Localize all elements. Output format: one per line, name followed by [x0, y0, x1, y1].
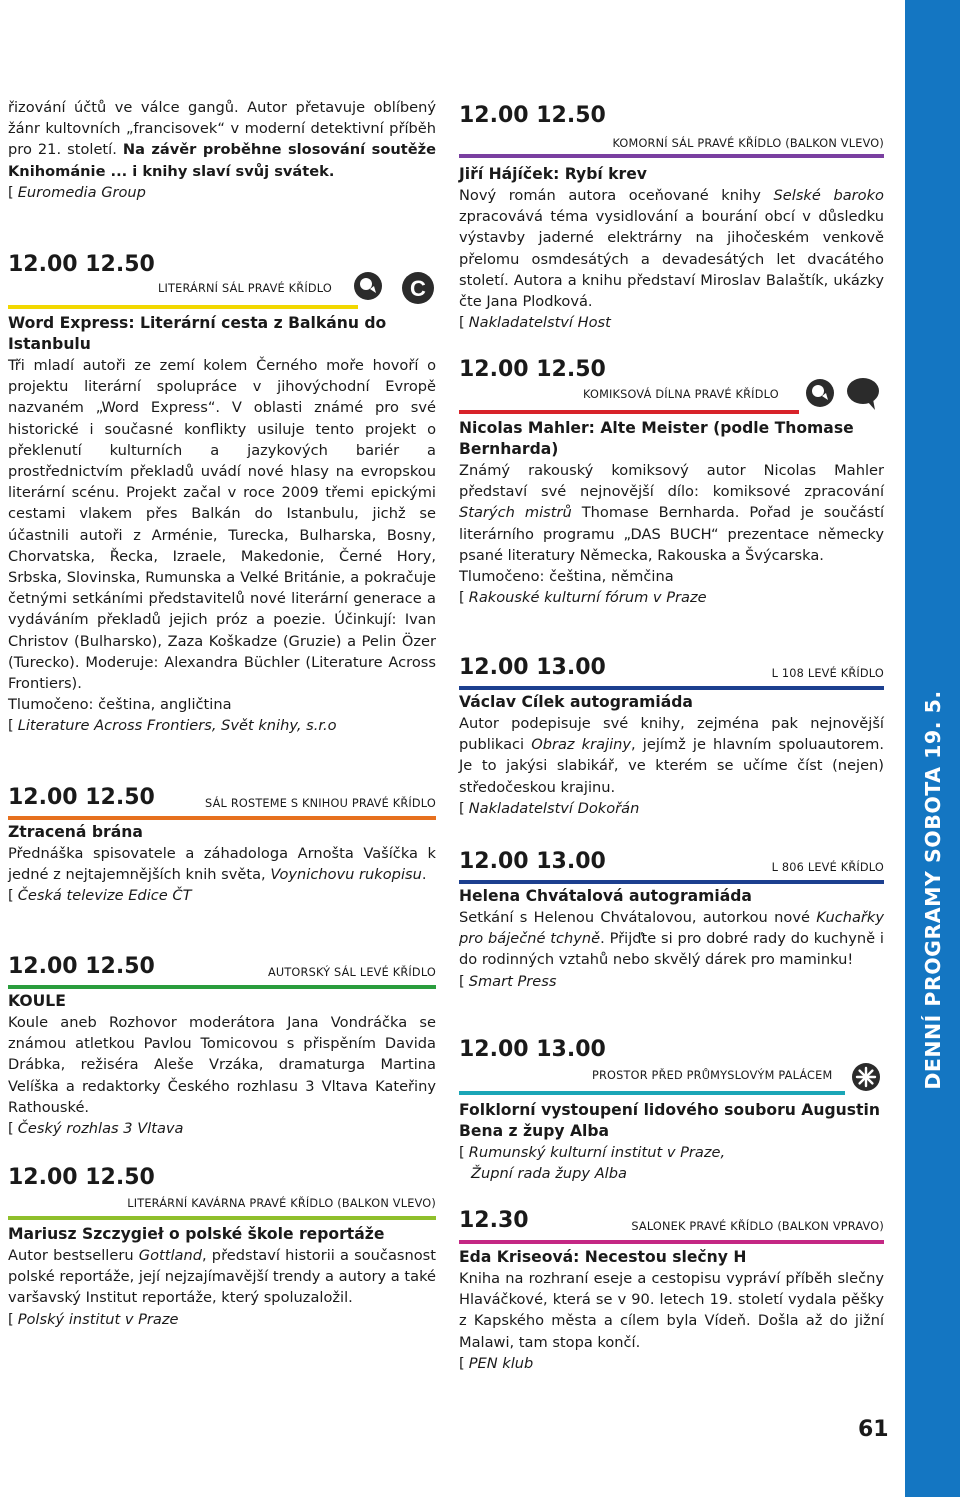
event-chvatalova: [459, 850, 884, 992]
event-source: [ Česká televize Edice ČT: [8, 887, 192, 905]
event-source: [ Polský institut v Praze: [8, 1310, 179, 1328]
event-extra: Tlumočeno: čeština, němčina: [459, 568, 674, 586]
event-description: Setkání s Helenou Chvátalovou, autorkou nové Kuchařky pro báječné tchyně. Přijďte si pro dobré rady do kuchyně i do rodinných vztahů nebo skvělý dárek pro maminku!: [459, 909, 884, 969]
section-rule: [459, 686, 884, 690]
event-venue: KOMIKSOVÁ DÍLNA PRAVÉ KŘÍDLO: [583, 388, 779, 401]
event-time: 12.00 13.00: [459, 1037, 606, 1062]
event-title: Helena Chvátalová autogramiáda: [459, 887, 752, 905]
section-rule: [8, 305, 358, 309]
event-source: [ Nakladatelství Dokořán: [459, 799, 640, 817]
event-description: Autor bestselleru Gottland, představí historii a současnost polské reportáže, její nejzajímavější trendy a autory a také varšavský Institut reportáže, který spoluzaložil.: [8, 1247, 436, 1307]
section-rule: [8, 816, 436, 820]
event-time: 12.30: [459, 1208, 529, 1233]
event-title: Eda Kriseová: Necestou slečny H: [459, 1248, 747, 1266]
event-time: 12.00 12.50: [8, 785, 155, 810]
sidebar-label: DENNÍ PROGRAMY SOBOTA 19. 5.: [920, 690, 945, 1090]
event-title: Word Express: Literární cesta z Balkánu do Istanbulu: [8, 314, 387, 353]
event-word-express: [8, 253, 436, 737]
event-description: Koule aneb Rozhovor moderátora Jana Vondráčka se známou atletkou Pavlou Tomicovou s přispěním Davida Drábka, režiséra Aleše Vrzáka, dramaturga Martina Velíška a redaktorky Českého rozhlasu 3 Vltava Kateřiny Rathouské.: [8, 1014, 436, 1116]
event-venue: PROSTOR PŘED PRŮMYSLOVÝM PALÁCEM: [592, 1069, 833, 1082]
event-title: Nicolas Mahler: Alte Meister (podle Thomase Bernharda): [459, 419, 854, 458]
event-szczygiel: [8, 1166, 436, 1330]
event-folklore: [459, 1038, 884, 1184]
event-source: [ Smart Press: [459, 972, 557, 990]
section-rule: [459, 1240, 884, 1244]
svg-text:C: C: [410, 276, 426, 301]
event-venue: SÁL ROSTEME S KNIHOU PRAVÉ KŘÍDLO: [205, 797, 436, 810]
event-title: Mariusz Szczygieł o polské škole reportáže: [8, 1225, 385, 1243]
event-venue: L 806 LEVÉ KŘÍDLO: [771, 861, 884, 874]
comic-bubble-icon: [845, 376, 881, 416]
event-venue: L 108 LEVÉ KŘÍDLO: [771, 667, 884, 680]
event-venue: KOMORNÍ SÁL PRAVÉ KŘÍDLO (BALKON VLEVO): [612, 137, 884, 150]
intro-block: [8, 97, 436, 203]
event-time: 12.00 13.00: [459, 655, 606, 680]
event-extra: Tlumočeno: čeština, angličtina: [8, 696, 232, 714]
section-rule: [459, 410, 799, 414]
speech-icon: [805, 378, 835, 412]
event-hajicek: [459, 104, 884, 333]
sidebar-band: [905, 0, 960, 1497]
event-time: 12.00 12.50: [8, 1165, 155, 1190]
event-time: 12.00 12.50: [8, 954, 155, 979]
section-rule: [459, 154, 884, 158]
event-title: Jiří Hájíček: Rybí krev: [459, 165, 647, 183]
event-koule: [8, 955, 436, 1139]
event-title: Ztracená brána: [8, 823, 143, 841]
intro-source: [ Euromedia Group: [8, 183, 146, 201]
event-venue: SALONEK PRAVÉ KŘÍDLO (BALKON VPRAVO): [631, 1220, 884, 1233]
event-source: [ Rumunský kulturní institut v Praze,: [459, 1144, 726, 1161]
intro-text: řizování účtů ve válce gangů. Autor přetavuje oblíbený žánr kultovních „francisovek“ v moderní detektivní příběh pro 21. století. Na závěr proběhne slosování soutěže Knihománie ... i knihy slaví svůj svátek.: [8, 99, 437, 180]
event-time: 12.00 12.50: [459, 357, 606, 382]
event-time: 12.00 12.50: [8, 252, 155, 277]
event-description: Přednáška spisovatele a záhadologa Arnošta Vašíčka k jedné z nejtajemnějších knih světa, Voynichovu rukopisu.: [8, 845, 436, 884]
speech-icon: [353, 271, 383, 305]
page-number: 61: [858, 1417, 889, 1442]
event-kriseova: [459, 1209, 884, 1374]
event-venue: AUTORSKÝ SÁL LEVÉ KŘÍDLO: [267, 966, 436, 979]
event-title: Václav Cílek autogramiáda: [459, 693, 693, 711]
event-mahler: [459, 358, 884, 608]
event-description: Nový román autora oceňované knihy Selské baroko zpracovává téma vysidlování a bourání obcí v důsledku výstavby jaderné elektrárny na jihočeském venkově přelomu osmdesátých a devadesátých let dvacátého století. Autora a knihu představí Miroslav Balaštík, ukázky čte Jana Plodková.: [459, 187, 884, 311]
event-time: 12.00 12.50: [459, 103, 606, 128]
event-title: KOULE: [8, 992, 66, 1010]
event-source: [ Nakladatelství Host: [459, 314, 611, 332]
letter-c-icon: [401, 271, 435, 309]
event-venue: LITERÁRNÍ KAVÁRNA PRAVÉ KŘÍDLO (BALKON VLEVO): [127, 1197, 436, 1210]
event-description: Autor podepisuje své knihy, zejména pak nejnovější publikaci Obraz krajiny, jejímž je hlavním spoluautorem. Je to jakýsi slabikář, ve kterém se učíme číst (nejen) středočeskou krajinu.: [459, 715, 884, 796]
event-venue: LITERÁRNÍ SÁL PRAVÉ KŘÍDLO: [158, 282, 332, 295]
event-source: [ Český rozhlas 3 Vltava: [8, 1120, 184, 1138]
event-title: Folklorní vystoupení lidového souboru Augustin Bena z župy Alba: [459, 1101, 880, 1140]
section-rule: [8, 985, 436, 989]
event-source-cont: Župní rada župy Alba: [471, 1165, 627, 1183]
event-description: Kniha na rozhraní eseje a cestopisu vypráví příběh slečny Hlaváčkové, která se v 90. letech 19. století vydala pěšky z Kapského města a cílem byla Vídeň. Došla až do jižní Malawi, tam stopa končí.: [459, 1270, 884, 1351]
event-time: 12.00 13.00: [459, 849, 606, 874]
event-source: [ Rakouské kulturní fórum v Praze: [459, 589, 707, 607]
event-cilek: [459, 656, 884, 819]
section-rule: [8, 1216, 436, 1220]
event-ztracena-brana: [8, 786, 436, 907]
event-source: [ Literature Across Frontiers, Svět knihy, s.r.o: [8, 717, 337, 735]
event-description: Tři mladí autoři ze zemí kolem Černého moře hovoří o projektu literární spolupráce v jihovýchodní Evropě nazvaném „Word Express“. V oblasti známé pro své historické i současné konflikty usiluje tento projekt o překlenutí kulturních a jazykových bariér a prostřednictvím překladů uvádí nové hlasy na evropskou literární scénu. Projekt začal v roce 2009 třemi epickými cestami vlakem přes Balkán do Istanbulu, jichž se účastnili autoři z Arménie, Turecka, Bulharska, Bosny, Chorvatska, Řecka, Izraele, Makedonie, Černé Hory, Srbska, Slovinska, Rumunska a Velké Británie, a pokračuje četnými setkáními představitelů nové literární generace a vydáváním překladů jejich próz a poezie. Účinkují: Ivan Christov (Bulharsko), Zaza Koškadze (Gruzie) a Pelin Özer (Turecko). Moderuje: Alexandra Büchler (Literature Across Frontiers).: [8, 357, 436, 693]
event-description: Známý rakouský komiksový autor Nicolas Mahler představí své nejnovější dílo: komiksové zpracování Starých mistrů Thomase Bernharda. Pořad je součástí literárního programu „DAS BUCH“ prezentace německy psané literatury Německa, Rakouska a Švýcarska.: [459, 462, 885, 564]
section-rule: [459, 1091, 845, 1095]
section-rule: [459, 880, 884, 884]
event-source: [ PEN klub: [459, 1354, 534, 1372]
star-burst-icon: [851, 1062, 881, 1096]
